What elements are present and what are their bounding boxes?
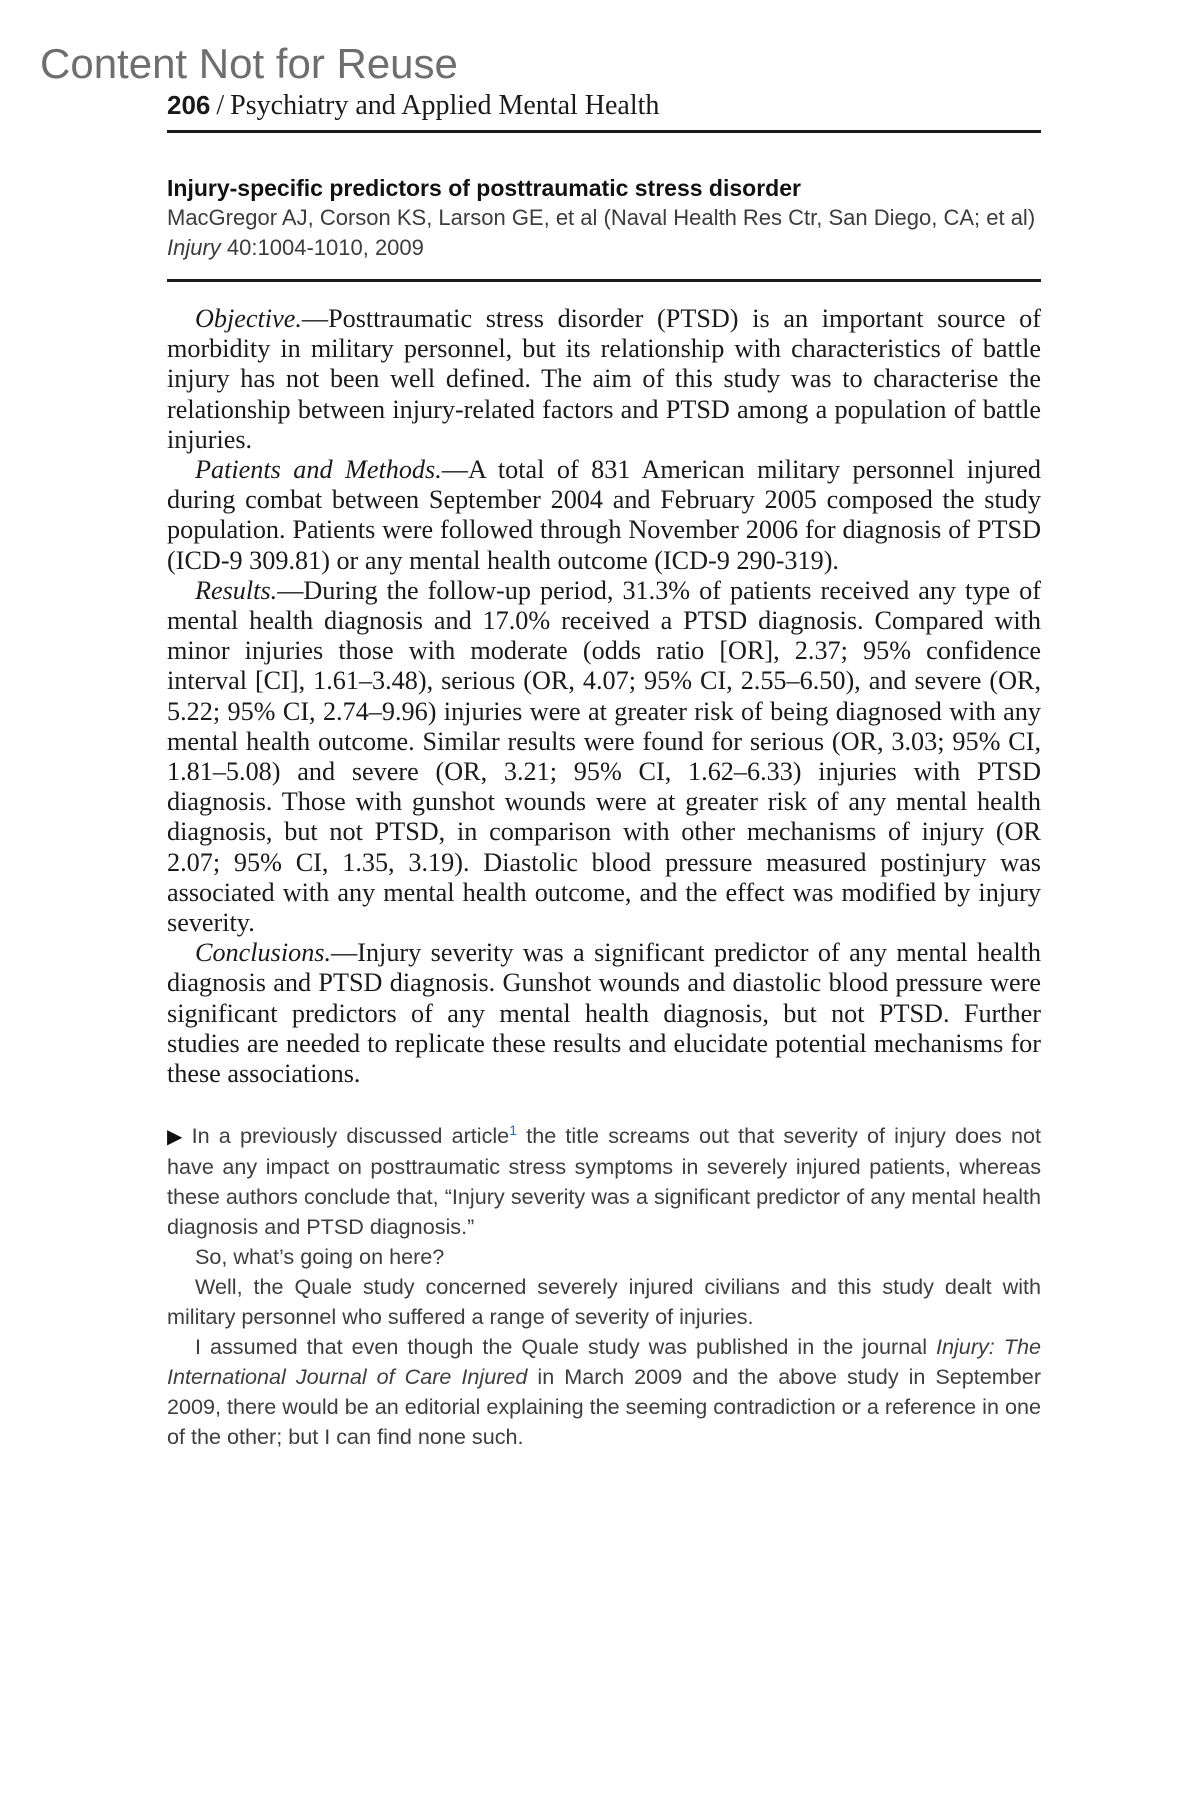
journal-title: Psychiatry and Applied Mental Health (230, 90, 660, 121)
commentary-p4-before: I assumed that even though the Quale study was published in the journal (195, 1334, 936, 1360)
methods-heading: Patients and Methods. (195, 455, 442, 485)
methods-text: —A total of 831 American military personnel injured during combat between September 2004 and February 2005 composed the study population. Patients were followed through November 2006 for diagnosis of PTSD (ICD-9 309.81) or any mental health outcome (ICD-9 290-319). (167, 455, 1041, 575)
header-separator: / (216, 90, 225, 121)
arrow-icon: ▶ (167, 1126, 186, 1149)
abstract-methods (167, 455, 1041, 576)
abstract-conclusions (167, 938, 1041, 1089)
reference-link[interactable]: 1 (509, 1122, 517, 1139)
citation-block (167, 173, 1041, 282)
commentary-paragraph-2: So, what’s going on here? (195, 1244, 445, 1270)
commentary-p1-after: the title screams out that severity of injury does not have any impact on posttraumatic stress symptoms in severely injured patients, whereas these authors conclude that, “Injury severity was a significant predictor of any mental health diagnosis and PTSD diagnosis.” (167, 1123, 1041, 1240)
article-title: Injury-specific predictors of posttraumatic stress disorder (167, 175, 801, 201)
results-text: —During the follow-up period, 31.3% of patients received any type of mental health diagnosis and 17.0% received a PTSD diagnosis. Compared with minor injuries those with moderate (odds ratio [OR], 2.37; 95% confidence interval [CI], 1.61–3.48), serious (OR, 4.07; 95% CI, 2.55–6.50), and severe (OR, 5.22; 95% CI, 2.74–9.96) injuries were at greater risk of being diagnosed with any mental health outcome. Similar results were found for serious (OR, 3.03; 95% CI, 1.81–5.08) and severe (OR, 3.21; 95% CI, 1.62–6.33) injuries with PTSD diagnosis. Those with gunshot wounds were at greater risk of any mental health diagnosis, but not PTSD, in comparison with other mechanisms of injury (OR 2.07; 95% CI, 1.35, 3.19). Diastolic blood pressure measured postinjury was associated with any mental health outcome, and the effect was modified by injury severity. (167, 575, 1041, 938)
article-source (167, 233, 1041, 263)
abstract-results (167, 576, 1041, 938)
page (167, 90, 1041, 1452)
commentary-paragraph-4 (167, 1332, 1041, 1452)
article-authors: MacGregor AJ, Corson KS, Larson GE, et al (Naval Health Res Ctr, San Diego, CA; et al) (167, 205, 1036, 230)
running-head (167, 90, 1041, 133)
conclusions-heading: Conclusions. (195, 938, 332, 968)
abstract-objective (167, 304, 1041, 455)
watermark: Content Not for Reuse (40, 40, 458, 87)
commentary-p1-before: In a previously discussed article (191, 1123, 510, 1149)
abstract (167, 304, 1041, 1089)
objective-text: —Posttraumatic stress disorder (PTSD) is an important source of morbidity in military personnel, but its relationship with characteristics of battle injury has not been well defined. The aim of this study was to characterise the relationship between injury-related factors and PTSD among a population of battle injuries. (167, 304, 1041, 454)
page-number: 206 (167, 90, 211, 120)
results-heading: Results. (195, 575, 278, 605)
conclusions-text: —Injury severity was a significant predictor of any mental health diagnosis and PTSD diagnosis. Gunshot wounds and diastolic blood pressure were significant predictors of any mental health diagnosis, but not PTSD. Further studies are needed to replicate these results and elucidate potential mechanisms for these associations. (167, 938, 1041, 1089)
objective-heading: Objective. (195, 304, 302, 333)
commentary-p4-journal: Injury: The International Journal of Care Injured (167, 1334, 1041, 1390)
commentary-paragraph-1 (167, 1115, 1041, 1242)
commentary-paragraph-3: Well, the Quale study concerned severely injured civilians and this study dealt with military personnel who suffered a range of severity of injuries. (167, 1274, 1041, 1330)
source-volume: 40:1004-1010, 2009 (226, 235, 424, 260)
commentary (167, 1115, 1041, 1452)
commentary-p4-after: in March 2009 and the above study in September 2009, there would be an editorial explaining the seeming contradiction or a reference in one of the other; but I can find none such. (167, 1364, 1042, 1450)
source-journal: Injury (167, 235, 221, 260)
